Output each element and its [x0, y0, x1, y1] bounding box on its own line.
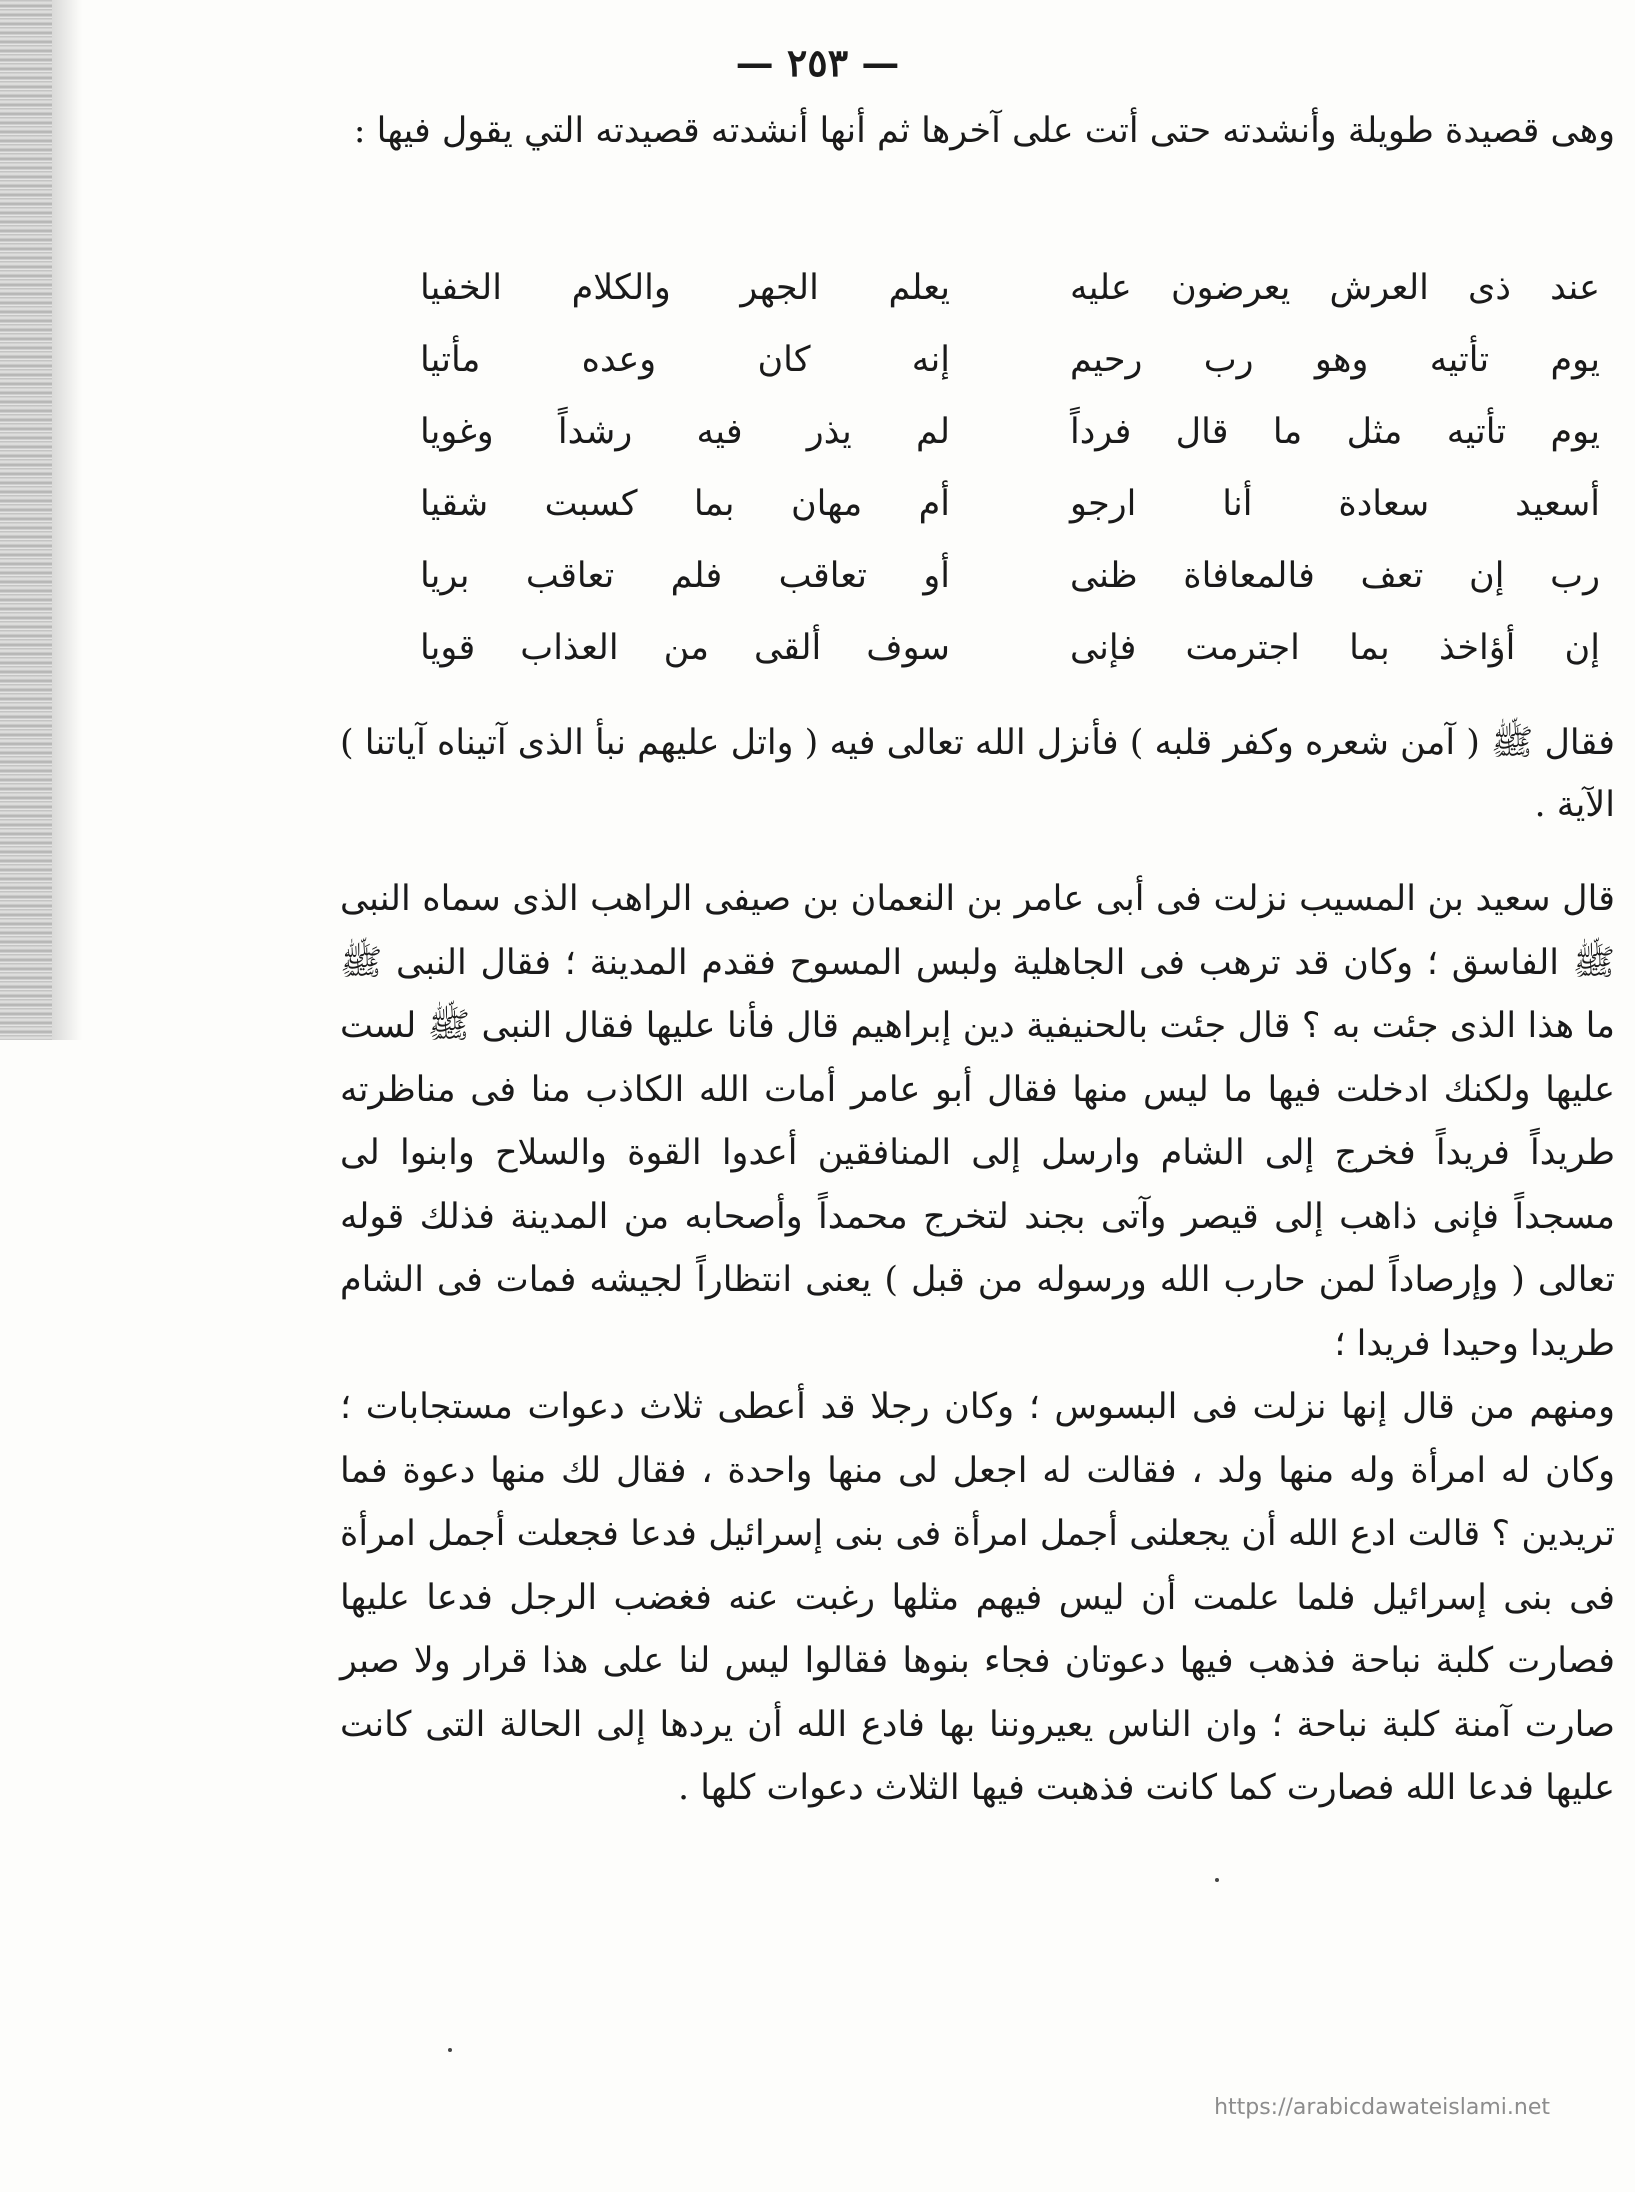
watermark-url: https://arabicdawateislami.net: [1214, 2095, 1550, 2120]
scan-speck: [1215, 1878, 1219, 1882]
scan-shadow-edge: [0, 0, 52, 1040]
verse-second-hemistich: يعلم الجهر والكلام الخفيا: [420, 268, 950, 308]
intro-paragraph: وهى قصيدة طويلة وأنشدته حتى أتت على آخرها ثم أنها أنشدته قصيدته التي يقول فيها :: [353, 111, 1615, 151]
verse-second-hemistich: أم مهان بما كسبت شقيا: [420, 484, 950, 524]
poem-verse: [420, 324, 1600, 396]
scan-shadow-fade: [52, 0, 82, 1040]
poem-verse: [420, 396, 1600, 468]
page-number: — ٢٥٣ —: [735, 40, 900, 85]
scan-speck: [448, 2048, 452, 2052]
poem-verse: [420, 540, 1600, 612]
poem-verse: [420, 612, 1600, 684]
verse-second-hemistich: إنه كان وعده مأتيا: [420, 340, 950, 380]
verse-first-hemistich: يوم تأتيه وهو رب رحيم: [1070, 340, 1600, 380]
verse-first-hemistich: يوم تأتيه مثل ما قال فرداً: [1070, 412, 1600, 452]
main-text: [340, 868, 1615, 1821]
verse-first-hemistich: عند ذى العرش يعرضون عليه: [1070, 268, 1600, 308]
poem-verse: [420, 468, 1600, 540]
main-paragraph: ومنهم من قال إنها نزلت فى البسوس ؛ وكان رجلا قد أعطى ثلاث دعوات مستجابات ؛ وكان له امرأة وله منها ولد ، فقالت له اجعل لى منها واحدة ، فقال لك منها دعوة فما تريدين ؟ قالت ادع الله أن يجعلنى أجمل امرأة فى بنى إسرائيل فدعا فجعلت أجمل امرأة فى بنى إسرائيل فلما علمت أن ليس فيهم مثلها رغبت عنه فغضب الرجل فدعا عليها فصارت كلبة نباحة فذهب فيها دعوتان فجاء بنوها فقالوا ليس لنا على هذا قرار ولا صبر صارت آمنة كلبة نباحة ؛ وان الناس يعيروننا بها فادع الله أن يردها إلى الحالة التى كانت عليها فدعا الله فصارت كما كانت فذهبت فيها الثلاث دعوات كلها .: [340, 1387, 1615, 1808]
verse-first-hemistich: أسعيد سعادة أنا ارجو: [1070, 484, 1600, 524]
verse-second-hemistich: لم يذر فيه رشداً وغويا: [420, 412, 950, 452]
main-paragraph: قال سعيد بن المسيب نزلت فى أبى عامر بن النعمان بن صيفى الراهب الذى سماه النبى ﷺ الفاسق ؛ وكان قد ترهب فى الجاهلية ولبس المسوح فقدم المدينة ؛ فقال النبى ﷺ ما هذا الذى جئت به ؟ قال جئت بالحنيفية دين إبراهيم قال فأنا عليها فقال النبى ﷺ لست عليها ولكنك ادخلت فيها ما ليس منها فقال أبو عامر أمات الله الكاذب منا فى مناظرته طريداً فريداً فخرج إلى الشام وارسل إلى المنافقين أعدوا القوة والسلاح وابنوا لى مسجداً فإنى ذاهب إلى قيصر وآتى بجند لتخرج محمداً وأصحابه من المدينة فذلك قوله تعالى ( وإرصاداً لمن حارب الله ورسوله من قبل ) يعنى انتظاراً لجيشه فمات فى الشام طريدا وحيدا فريدا ؛: [340, 879, 1615, 1364]
poem: [420, 252, 1600, 684]
poem-verse: [420, 252, 1600, 324]
verse-second-hemistich: سوف ألقى من العذاب قويا: [420, 628, 950, 668]
verse-first-hemistich: رب إن تعف فالمعافاة ظنى: [1070, 556, 1600, 596]
after-poem-paragraph: فقال ﷺ ( آمن شعره وكفر قلبه ) فأنزل الله تعالى فيه ( واتل عليهم نبأ الذى آتيناه آياتنا ) الآية .: [340, 723, 1615, 825]
verse-second-hemistich: أو تعاقب فلم تعاقب بريا: [420, 556, 950, 596]
verse-first-hemistich: إن أؤاخذ بما اجترمت فإنى: [1070, 628, 1600, 668]
